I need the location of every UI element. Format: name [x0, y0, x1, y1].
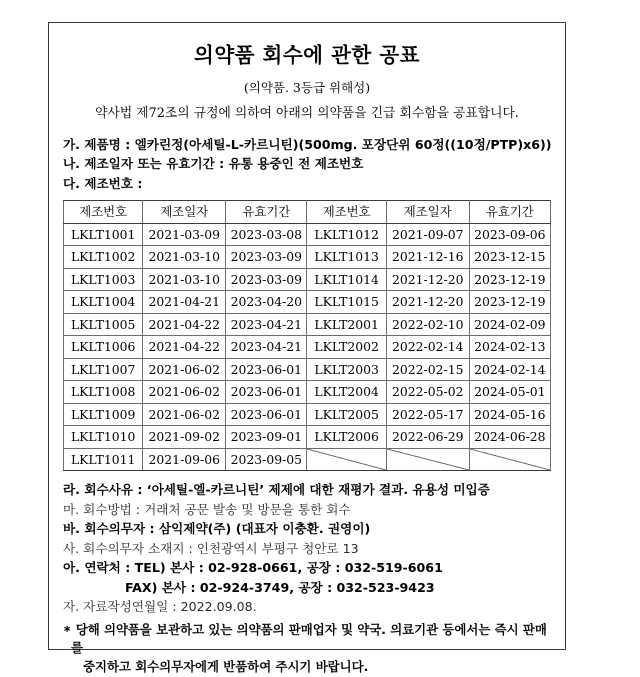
- table-cell: 2024-02-13: [469, 336, 550, 359]
- document-subtitle: (의약품. 3등급 위해성): [243, 79, 371, 95]
- column-header-mfg-1: 제조일자: [143, 201, 226, 224]
- table-cell: 2023-09-06: [469, 223, 550, 246]
- item-lot-number-label: 다. 제조번호 :: [63, 175, 143, 191]
- column-header-lot-1: 제조번호: [64, 201, 143, 224]
- table-cell: 2021-12-16: [386, 246, 469, 269]
- table-cell: 2023-12-19: [469, 291, 550, 314]
- table-row: [64, 246, 551, 269]
- table-cell: 2023-06-01: [226, 403, 307, 426]
- table-cell: 2021-12-20: [386, 268, 469, 291]
- table-cell: 2022-02-10: [386, 313, 469, 336]
- table-cell: 2024-05-16: [469, 403, 550, 426]
- table-cell: 2023-03-09: [226, 268, 307, 291]
- table-cell: LKLT2003: [307, 358, 386, 381]
- table-body: [64, 223, 551, 471]
- table-row: [64, 358, 551, 381]
- table-cell: 2021-04-22: [143, 336, 226, 359]
- column-header-exp-1: 유효기간: [226, 201, 307, 224]
- item-contact-fax: FAX) 본사 : 02-924-3749, 공장 : 032-523-9423: [125, 579, 435, 595]
- table-cell: 2021-09-02: [143, 426, 226, 449]
- table-cell: LKLT1010: [64, 426, 143, 449]
- page-title: 의약품 회수에 관한 공표: [194, 43, 420, 67]
- table-cell: LKLT1006: [64, 336, 143, 359]
- table-cell: 2023-03-08: [226, 223, 307, 246]
- table-cell: 2021-09-07: [386, 223, 469, 246]
- table-cell: LKLT1013: [307, 246, 386, 269]
- table-cell-empty: [469, 448, 550, 471]
- item-document-date: 자. 자료작성연월일 : 2022.09.08.: [63, 599, 257, 615]
- footnote-line-2: 중지하고 회수의무자에게 반품하여 주시기 바랍니다.: [83, 658, 369, 674]
- table-cell: 2021-06-02: [143, 381, 226, 404]
- item-contact-tel: 아. 연락처 : TEL) 본사 : 02-928-0661, 공장 : 032-519-6061: [63, 560, 443, 576]
- table-row: [64, 336, 551, 359]
- table-cell: 2021-03-10: [143, 268, 226, 291]
- recall-details-section: [63, 480, 551, 617]
- table-cell: 2023-12-15: [469, 246, 550, 269]
- table-cell: 2024-05-01: [469, 381, 550, 404]
- table-cell: 2021-03-09: [143, 223, 226, 246]
- table-cell: LKLT2006: [307, 426, 386, 449]
- table-cell: LKLT1001: [64, 223, 143, 246]
- table-cell: 2022-05-02: [386, 381, 469, 404]
- table-cell: 2023-03-09: [226, 246, 307, 269]
- item-recall-obligor: 바. 회수의무자 : 삼익제약(주) (대표자 이충환. 권영이): [63, 521, 371, 537]
- table-cell: 2023-12-19: [469, 268, 550, 291]
- item-obligor-address: 사. 회수의무자 소재지 : 인천광역시 부평구 청안로 13: [63, 540, 359, 556]
- document-page: [48, 22, 566, 674]
- table-cell: LKLT1003: [64, 268, 143, 291]
- table-cell: 2021-04-21: [143, 291, 226, 314]
- table-cell: LKLT1009: [64, 403, 143, 426]
- column-header-exp-2: 유효기간: [469, 201, 550, 224]
- table-cell: 2024-06-28: [469, 426, 550, 449]
- table-row: [64, 403, 551, 426]
- table-cell: 2021-09-06: [143, 448, 226, 471]
- table-cell: 2024-02-09: [469, 313, 550, 336]
- table-cell: 2022-06-29: [386, 426, 469, 449]
- table-cell: LKLT2004: [307, 381, 386, 404]
- table-cell: LKLT1014: [307, 268, 386, 291]
- table-cell: LKLT1015: [307, 291, 386, 314]
- table-cell: 2022-02-14: [386, 336, 469, 359]
- table-cell: LKLT2001: [307, 313, 386, 336]
- table-row: [64, 268, 551, 291]
- table-cell-empty: [386, 448, 469, 471]
- item-product-name: 가. 제품명 : 엘카린정(아세틸-L-카르니틴)(500mg. 포장단위 60정((10정/PTP)x6)): [63, 136, 552, 152]
- column-header-lot-2: 제조번호: [307, 201, 386, 224]
- table-row: [64, 223, 551, 246]
- table-cell: 2023-06-01: [226, 381, 307, 404]
- table-cell: LKLT1002: [64, 246, 143, 269]
- table-cell: 2023-09-05: [226, 448, 307, 471]
- footnote-line-1: 당해 의약품을 보관하고 있는 의약품의 판매업자 및 약국. 의료기관 등에서는 즉시 판매를: [71, 621, 547, 656]
- table-cell: 2023-04-21: [226, 313, 307, 336]
- table-cell: 2024-02-14: [469, 358, 550, 381]
- item-recall-reason: 라. 회수사유 : ‘아세틸-엘-카르니틴’ 제제에 대한 재평가 결과. 유용성 미입증: [63, 482, 490, 498]
- table-cell: 2022-02-15: [386, 358, 469, 381]
- table-cell: 2023-04-20: [226, 291, 307, 314]
- table-cell: 2021-06-02: [143, 403, 226, 426]
- table-cell: LKLT1012: [307, 223, 386, 246]
- table-cell: LKLT1007: [64, 358, 143, 381]
- table-cell: LKLT1011: [64, 448, 143, 471]
- table-cell: LKLT1004: [64, 291, 143, 314]
- document-lead-paragraph: 약사법 제72조의 규정에 의하여 아래의 의약품을 긴급 회수함을 공표합니다.: [95, 105, 519, 121]
- table-cell: LKLT1005: [64, 313, 143, 336]
- item-recall-method: 마. 회수방법 : 거래처 공문 발송 및 방문을 통한 회수: [63, 501, 351, 517]
- table-cell: 2021-04-22: [143, 313, 226, 336]
- item-manufacture-date: 나. 제조일자 또는 유효기간 : 유통 용중인 전 제조번호: [63, 156, 364, 172]
- table-cell: 2022-05-17: [386, 403, 469, 426]
- table-header-row: [64, 201, 551, 224]
- table-cell: LKLT1008: [64, 381, 143, 404]
- table-cell: 2021-03-10: [143, 246, 226, 269]
- document-body: [49, 43, 565, 674]
- column-header-mfg-2: 제조일자: [386, 201, 469, 224]
- recall-notice-footnote: [63, 621, 551, 677]
- table-cell: 2023-04-21: [226, 336, 307, 359]
- table-row: [64, 313, 551, 336]
- table-row: [64, 448, 551, 471]
- table-row: [64, 291, 551, 314]
- table-row: [64, 426, 551, 449]
- table-cell-empty: [307, 448, 386, 471]
- table-cell: 2021-12-20: [386, 291, 469, 314]
- lot-number-table: [63, 200, 551, 471]
- table-cell: LKLT2005: [307, 403, 386, 426]
- table-cell: 2023-06-01: [226, 358, 307, 381]
- table-cell: LKLT2002: [307, 336, 386, 359]
- product-info-section: [63, 135, 551, 194]
- table-row: [64, 381, 551, 404]
- table-cell: 2023-09-01: [226, 426, 307, 449]
- table-cell: 2021-06-02: [143, 358, 226, 381]
- asterisk-icon: ∗: [63, 623, 72, 635]
